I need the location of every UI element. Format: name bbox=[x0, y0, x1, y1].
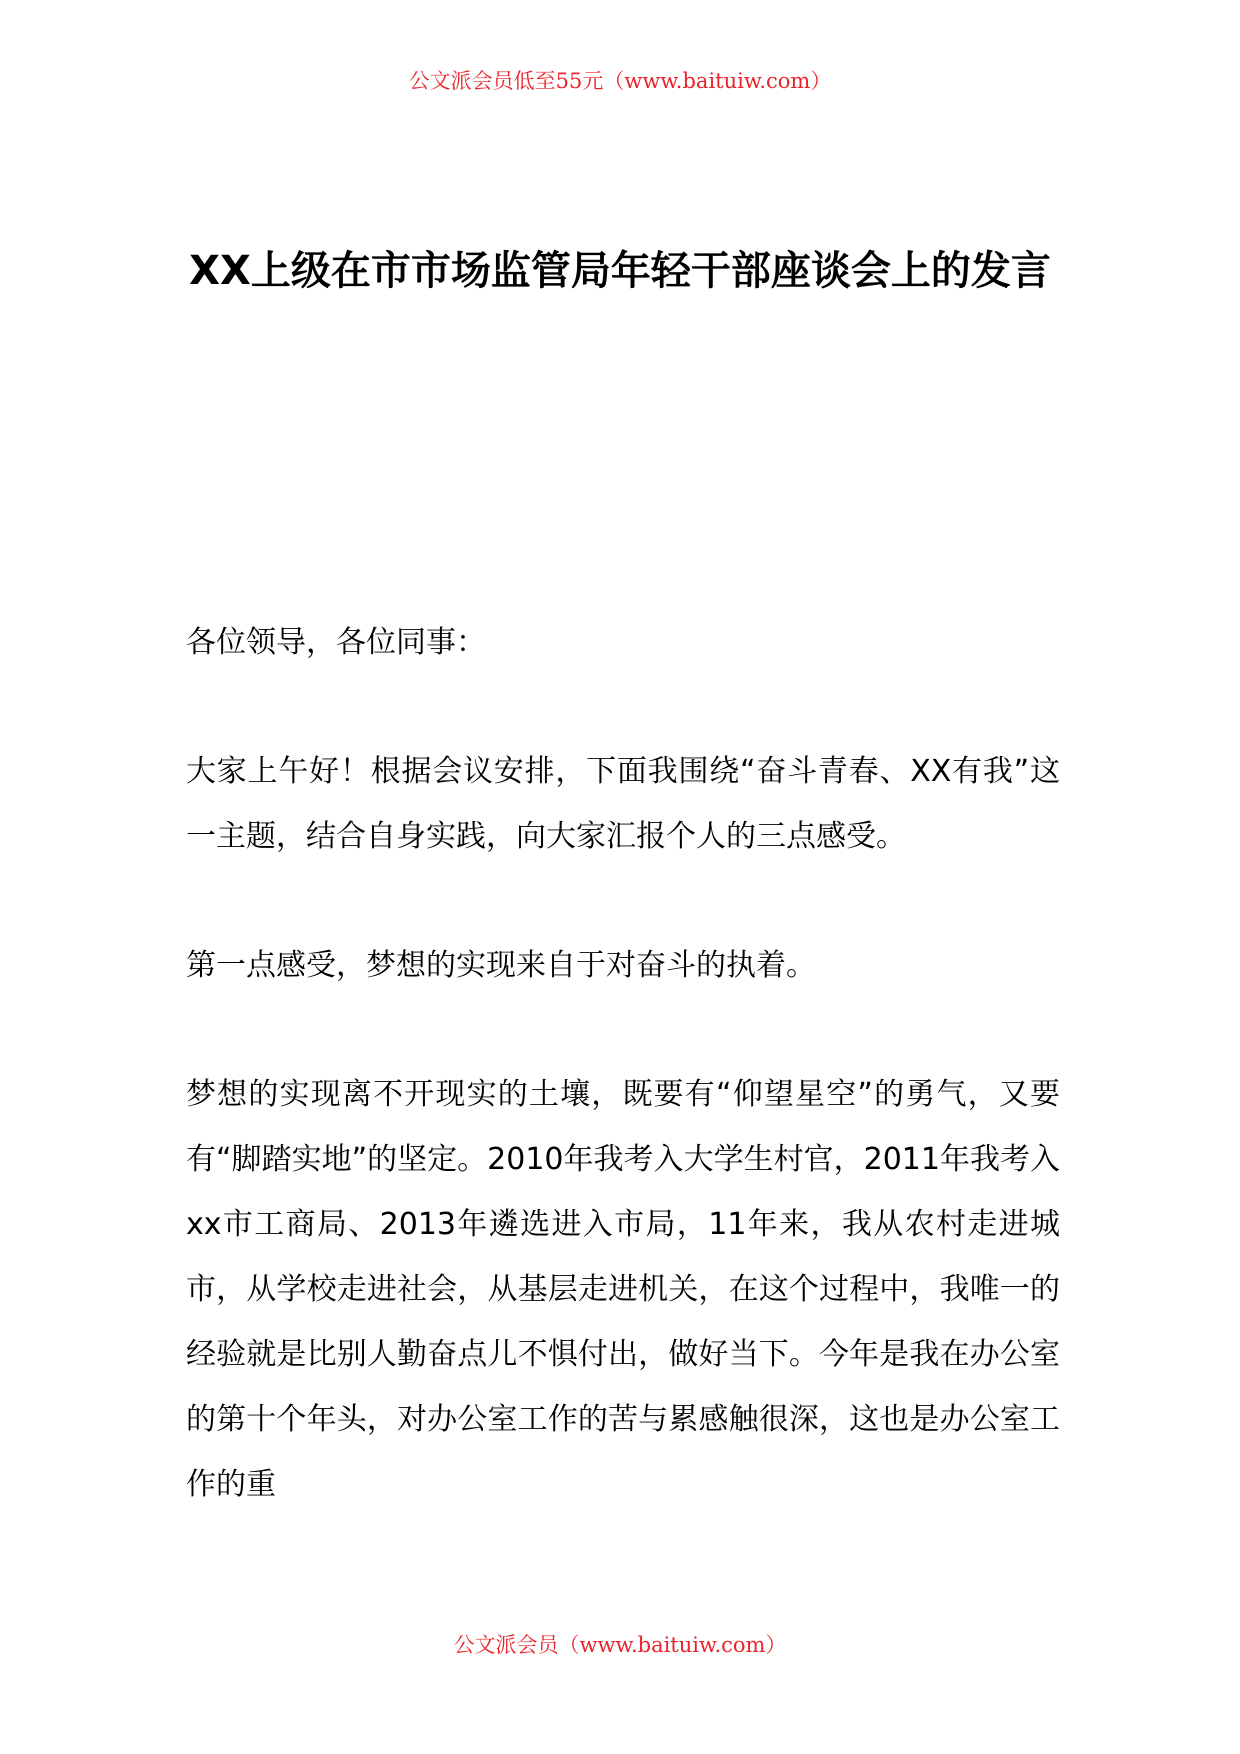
first-point-heading: 第一点感受，梦想的实现来自于对奋斗的执着。 bbox=[186, 948, 816, 983]
header-banner: 公文派会员低至55元（www.baituiw.com） bbox=[408, 69, 832, 93]
salutation-paragraph: 各位领导，各位同事： bbox=[186, 625, 486, 660]
footer-banner: 公文派会员（www.baituiw.com） bbox=[453, 1633, 787, 1657]
document-body bbox=[186, 610, 1060, 1581]
first-point-paragraph: 梦想的实现离不开现实的土壤，既要有“仰望星空”的勇气，又要有“脚踏实地”的坚定。2010年我考入大学生村官，2011年我考入xx市工商局、2013年遴选进入市局，11年来，我从农村走进城市，从学校走进社会，从基层走进机关，在这个过程中，我唯一的经验就是比别人勤奋点儿不惧付出，做好当下。今年是我在办公室的第十个年头，对办公室工作的苦与累感触很深，这也是办公室工作的重 bbox=[186, 1077, 1060, 1502]
opening-paragraph: 大家上午好！根据会议安排，下面我围绕“奋斗青春、XX有我”这一主题，结合自身实践，向大家汇报个人的三点感受。 bbox=[186, 754, 1060, 854]
document-title: XX上级在市市场监管局年轻干部座谈会上的发言 bbox=[189, 248, 1051, 294]
